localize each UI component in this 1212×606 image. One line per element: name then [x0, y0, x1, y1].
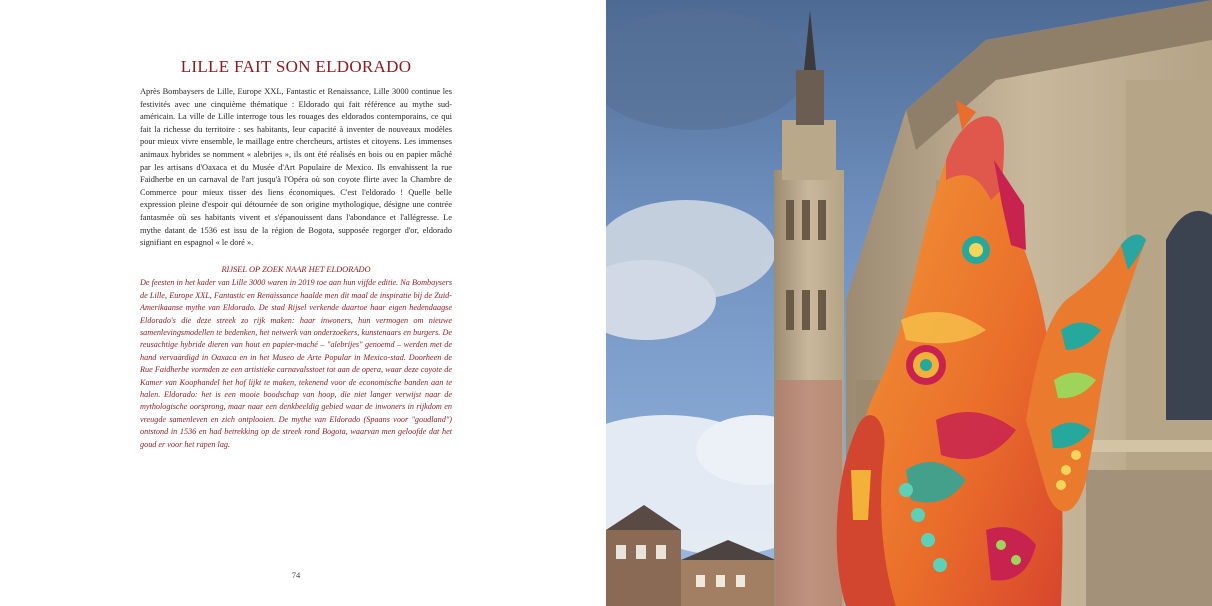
page-number: 74 — [291, 570, 301, 580]
coyote-sculpture-photo — [606, 0, 1212, 606]
article-body-dutch: De feesten in het kader van Lille 3000 waren in 2019 toe aan hun vijfde editie. Na Bombaysers de Lille, Europe XXL, Fantastic en Renaissance haalde men dit maal de inspiratie bij de Zuid-Amerikaanse mythe van Eldorado. De stad Rijsel verkende daartoe haar eigen hedendaagse Eldorado's die deze streek zo rijk maken: haar inwoners, hun vermogen om nieuwe samenlevingsmodellen te bedenken, het netwerk van onderzoekers, kunstenaars en burgers. De reusachtige hybride dieren van hout en papier-maché – "alebrijes" genoemd – werden met de hand vervaardigd in Oaxaca en in het Museo de Arte Popular in Mexico-stad. Doorheen de Rue Faidherbe vormden ze een artistieke carnavalsstoet tot aan de opera, waar deze coyote de Kamer van Koophandel het hof lijkt te maken, tekenend voor de economische banden aan te halen. Eldorado: het is een mooie boodschap van hoop, die niet langer verwijst naar de mythologische oorsprong, maar naar een denkbeeldig gebied waar de inwoners in rijkdom en vreugde samenleven en zich ontplooien. De mythe van Eldorado (Spaans voor "goudland") ontstond in 1536 en had betrekking op de streek rond Bogota, waarvan men geloofde dat het goud er voor het rapen lag. — [140, 278, 452, 449]
article-subtitle-dutch: RIJSEL OP ZOEK NAAR HET ELDORADO — [221, 264, 371, 274]
article-body-french: Après Bombaysers de Lille, Europe XXL, Fantastic et Renaissance, Lille 3000 continue les festivités avec une cinquième thématique : Eldorado qui fait référence au mythe sud-américain. La ville de Lille interroge tous les rouages des eldorados contemporains, ce qui fait la richesse du territoire : ses habitants, leur capacité à inventer de nouveaux modèles pour mieux vivre ensemble, le maillage entre chercheurs, artistes et citoyens. Les immenses animaux hybrides se nomment « alebrijes », ils ont été réalisés en bois ou en papier mâché par les artisans d'Oaxaca et du Musée d'Art Populaire de Mexico. Ils envahissent la rue Faidherbe en un carnaval de l'art jusqu'à l'Opéra où son coyote flirte avec la Chambre de Commerce pour mieux tisser des liens économiques. C'est l'eldorado ! Quelle belle expression pleine d'espoir qui détournée de son origine mythologique, désigne une contrée fantasmée où ses habitants vivent et s'épanouissent dans l'abondance et l'allégresse. Le mythe datant de 1536 est issu de la région de Bogota, supposée regorger d'or, eldorado signifiant en espagnol « le doré ». — [140, 87, 452, 248]
article-text-block — [140, 56, 452, 451]
right-page — [606, 0, 1212, 606]
article-title: LILLE FAIT SON ELDORADO — [180, 57, 412, 76]
